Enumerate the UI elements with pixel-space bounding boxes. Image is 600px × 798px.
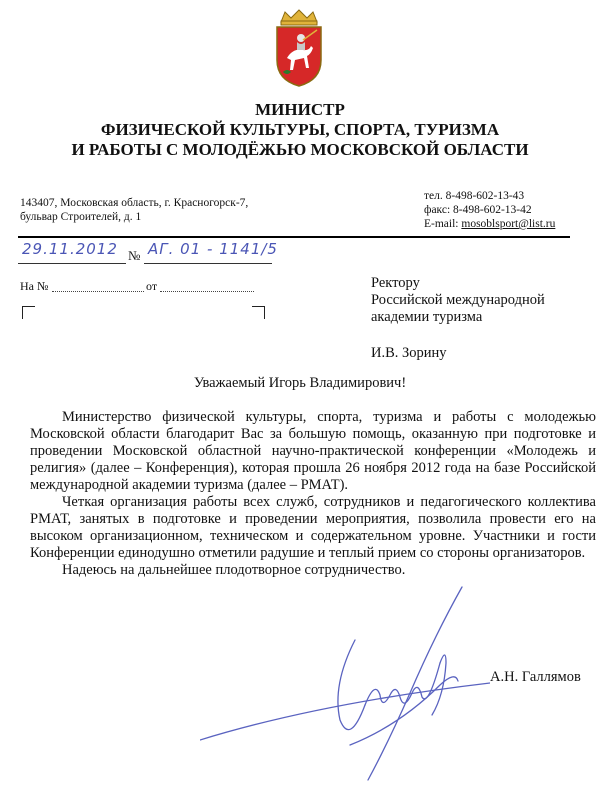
addressee-line-3: академии туризма [371, 309, 483, 325]
addressee-line-2: Российской международной [371, 292, 545, 308]
letter-greeting: Уважаемый Игорь Владимирович! [193, 375, 407, 391]
letter-body [30, 409, 596, 579]
bracket-right [252, 306, 265, 319]
phone-number: тел. 8-498-602-13-43 [424, 190, 525, 202]
addressee-name: И.В. Зорину [371, 345, 447, 361]
ministry-title-line-2: ФИЗИЧЕСКОЙ КУЛЬТУРЫ, СПОРТА, ТУРИЗМА [100, 120, 500, 139]
fax-number: факс: 8-498-602-13-42 [424, 204, 532, 216]
reply-number-line [52, 291, 144, 292]
paragraph-1: Министерство физической культуры, спорта, туризма и работы с молодежью Московской области благодарит Вас за большую помощь, оказанную при подготовке и проведении Московской областной научно-практической конференции «Молодежь и религия» (далее – Конференция), которая прошла 26 ноября 2012 года на базе Российской международной академии туризма (далее – РМАТ). [30, 409, 596, 493]
reply-label: На № [20, 279, 49, 293]
email-link[interactable]: mosoblsport@list.ru [461, 218, 556, 230]
signer-name: А.Н. Галлямов [490, 669, 581, 685]
addressee-block [371, 275, 545, 362]
paragraph-3: Надеюсь на дальнейшее плодотворное сотрудничество. [62, 562, 406, 578]
signature-image [200, 585, 490, 785]
ministry-title-line-1: МИНИСТР [255, 100, 345, 119]
registration-date: 29.11.2012 [22, 240, 118, 258]
reply-date-line [160, 291, 254, 292]
address-line-1: 143407, Московская область, г. Красногорск-7, [20, 197, 249, 209]
coat-of-arms-icon [263, 8, 335, 88]
address-line-2: бульвар Строителей, д. 1 [20, 211, 142, 223]
contact-block [424, 189, 555, 231]
from-label: от [146, 279, 158, 293]
email-line [424, 217, 555, 231]
paragraph-2: Четкая организация работы всех служб, сотрудников и педагогического коллектива РМАТ, занятых в подготовке и проведении мероприятия, позволила провести его на высоком организационном, техническом и содержательном уровне. Участники и гости Конференции единодушно отметили радушие и теплый прием со стороны организаторов. [30, 494, 596, 561]
ministry-title-line-3: И РАБОТЫ С МОЛОДЁЖЬЮ МОСКОВСКОЙ ОБЛАСТИ [71, 140, 529, 159]
registration-number: АГ. 01 - 1141/5 [148, 240, 278, 258]
number-sign: № [128, 248, 141, 263]
email-label: E-mail: [424, 218, 462, 230]
addressee-line-1: Ректору [371, 275, 420, 291]
header-divider [18, 236, 570, 238]
bracket-left [22, 306, 35, 319]
